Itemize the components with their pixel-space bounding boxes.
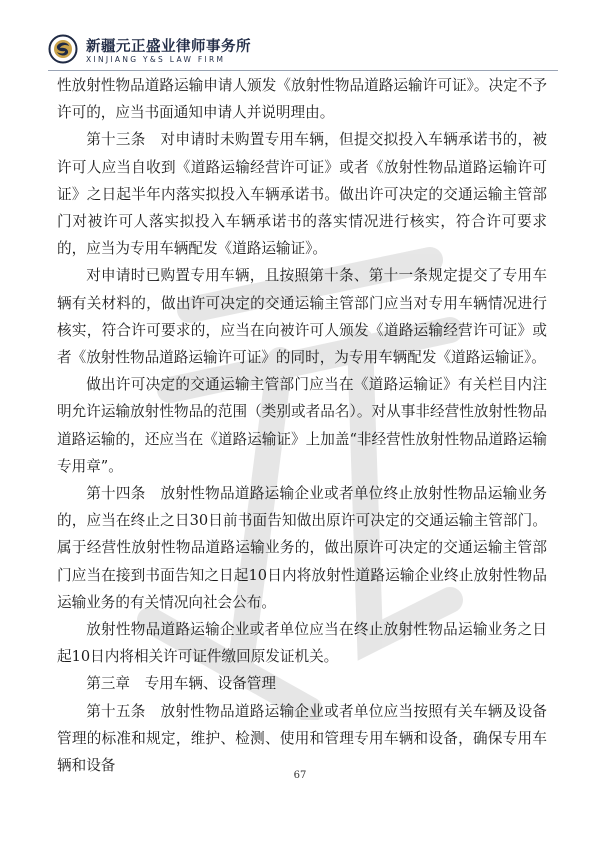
header-divider: [48, 70, 558, 71]
page-header: [48, 34, 558, 70]
article-15: 第十五条 放射性物品道路运输企业或者单位应当按照有关车辆及设备管理的标准和规定，维护、检测、使用和管理专用车辆和设备，确保专用车辆和设备: [57, 702, 547, 775]
paragraph: 对申请时已购置专用车辆，且按照第十条、第十一条规定提交了专用车辆有关材料的，做出许可决定的交通运输主管部门应当对专用车辆情况进行核实，符合许可要求的，应当在向被许可人颁发《道路运输经营许可证》或者《放射性物品道路运输许可证》的同时，为专用车辆配发《道路运输证》。: [57, 267, 547, 367]
firm-logo-icon: [48, 34, 78, 64]
firm-name-en: XINJIANG Y&S LAW FIRM: [86, 55, 226, 64]
paragraph: 性放射性物品道路运输申请人颁发《放射性物品道路运输许可证》。决定不予许可的，应当书面通知申请人并说明理由。: [57, 77, 547, 122]
document-body: [57, 72, 547, 779]
paragraph: 做出许可决定的交通运输主管部门应当在《道路运输证》有关栏目内注明允许运输放射性物品的范围（类别或者品名）。对从事非经营性放射性物品道路运输的，还应当在《道路运输证》上加盖“非经营性放射性物品道路运输专用章”。: [57, 376, 547, 475]
firm-name: 新疆元正盛业律师事务所: [86, 39, 251, 55]
page-number: 67: [293, 770, 307, 781]
article-14: 第十四条 放射性物品道路运输企业或者单位终止放射性物品运输业务的，应当在终止之日30日前书面告知做出原许可决定的交通运输主管部门。属于经营性放射性物品道路运输业务的，做出原许可决定的交通运输主管部门应当在接到书面告知之日起10日内将放射性道路运输企业终止放射性物品运输业务的有关情况向社会公布。: [57, 485, 547, 611]
paragraph: 放射性物品道路运输企业或者单位应当在终止放射性物品运输业务之日起10日内将相关许可证件缴回原发证机关。: [57, 621, 547, 666]
chapter-heading: 第三章 专用车辆、设备管理: [86, 675, 276, 693]
article-13: 第十三条 对申请时未购置专用车辆，但提交拟投入车辆承诺书的，被许可人应当自收到《道路运输经营许可证》或者《放射性物品道路运输许可证》之日起半年内落实拟投入车辆承诺书。做出许可决定的交通运输主管部门对被许可人落实拟投入车辆承诺书的落实情况进行核实，符合许可要求的，应当为专用车辆配发《道路运输证》。: [57, 131, 547, 258]
